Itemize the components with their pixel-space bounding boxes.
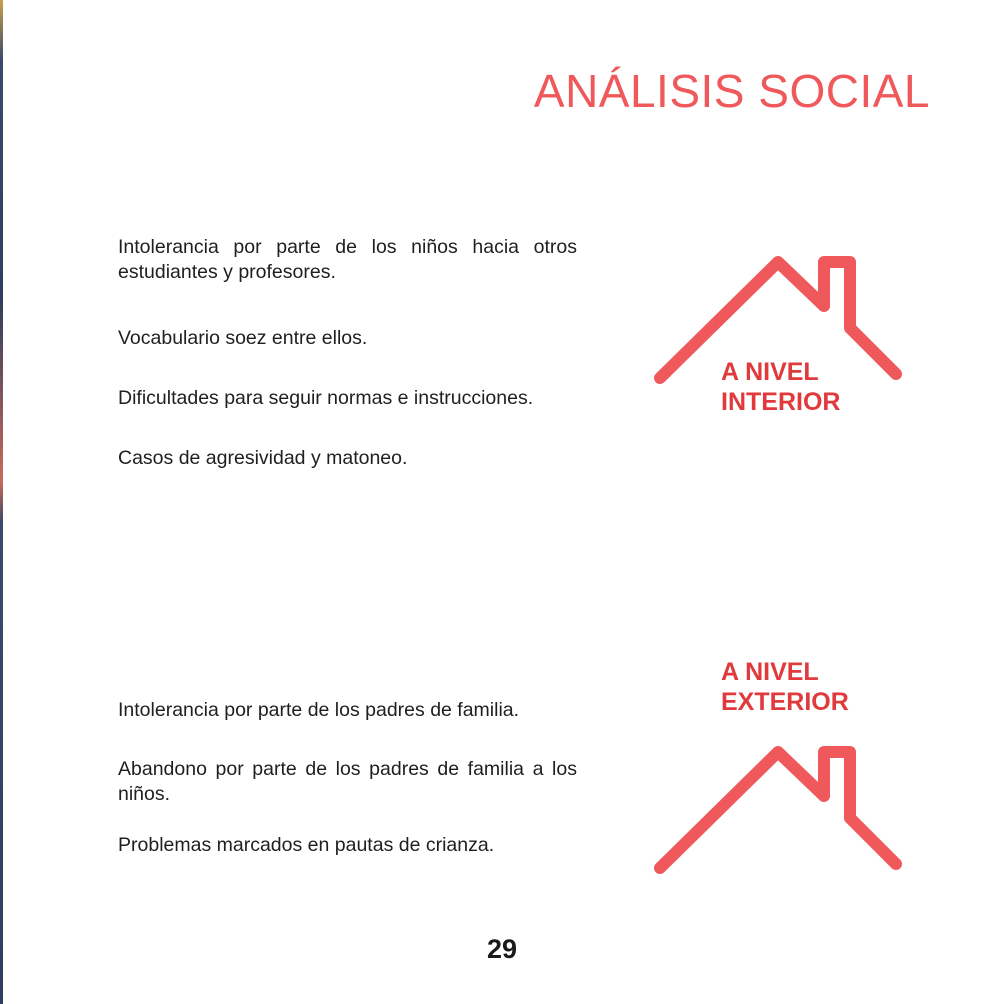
house-roof-icon [654, 740, 904, 875]
exterior-item-1: Intolerancia por parte de los padres de familia. [118, 699, 520, 721]
page-number: 29 [486, 934, 518, 964]
exterior-label-line1: A NIVEL [721, 658, 819, 686]
exterior-label [721, 657, 849, 717]
interior-label [721, 357, 840, 417]
interior-item-2: Vocabulario soez entre ellos. [118, 327, 368, 349]
page-edge-strip [0, 0, 3, 1004]
interior-label-line2: INTERIOR [721, 388, 841, 416]
exterior-item-2: Abandono por parte de los padres de familia a los niños. [118, 758, 577, 805]
interior-item-3: Dificultades para seguir normas e instrucciones. [118, 387, 534, 409]
interior-item-4: Casos de agresividad y matoneo. [118, 447, 408, 469]
interior-item-1: Intolerancia por parte de los niños hacia otros estudiantes y profesores. [118, 236, 577, 283]
exterior-item-3: Problemas marcados en pautas de crianza. [118, 834, 495, 856]
page-title: ANÁLISIS SOCIAL [533, 65, 930, 117]
exterior-label-line2: EXTERIOR [721, 688, 849, 716]
interior-label-line1: A NIVEL [721, 358, 819, 386]
